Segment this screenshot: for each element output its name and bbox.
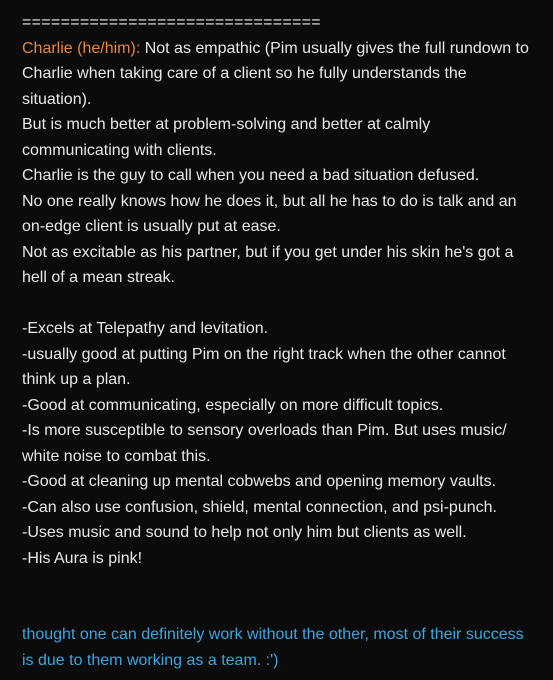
divider-text: =============================== xyxy=(22,14,321,31)
character-name: Charlie (he/him): xyxy=(22,39,141,57)
trait-item: -Uses music and sound to help not only him but clients as well. xyxy=(22,524,467,541)
spacer xyxy=(22,291,535,317)
description-line-2: Charlie is the guy to call when you need a bad situation defused. xyxy=(22,167,480,184)
description-line-1: But is much better at problem-solving and better at calmly communicating with clients. xyxy=(22,116,431,159)
trait-item: -usually good at putting Pim on the right track when the other cannot think up a plan. xyxy=(22,345,506,388)
intro-text: Not as empathic (Pim usually gives the full rundown to Charlie when taking care of a client so he fully understands the situation). xyxy=(22,39,529,108)
description-line-4: Not as excitable as his partner, but if you get under his skin he's got a hell of a mean streak. xyxy=(22,243,514,286)
outro-text: thought one can definitely work without the other, most of their success is due to them working as a team. :') xyxy=(22,626,524,669)
trait-item: -His Aura is pink! xyxy=(22,549,143,567)
trait-item: -Can also use confusion, shield, mental connection, and psi-punch. xyxy=(22,498,497,516)
trait-item: -Good at cleaning up mental cobwebs and opening memory vaults. xyxy=(22,473,497,490)
description-line-3: No one really knows how he does it, but all he has to do is talk and an on-edge client is usually put at ease. xyxy=(22,192,517,235)
spacer xyxy=(22,571,535,622)
trait-item: -Good at communicating, especially on more difficult topics. xyxy=(22,396,444,414)
intro-paragraph xyxy=(22,36,535,113)
trait-item: -Is more susceptible to sensory overloads than Pim. But uses music/ white noise to combat this. xyxy=(22,422,507,465)
trait-item: -Excels at Telepathy and levitation. xyxy=(22,320,269,337)
